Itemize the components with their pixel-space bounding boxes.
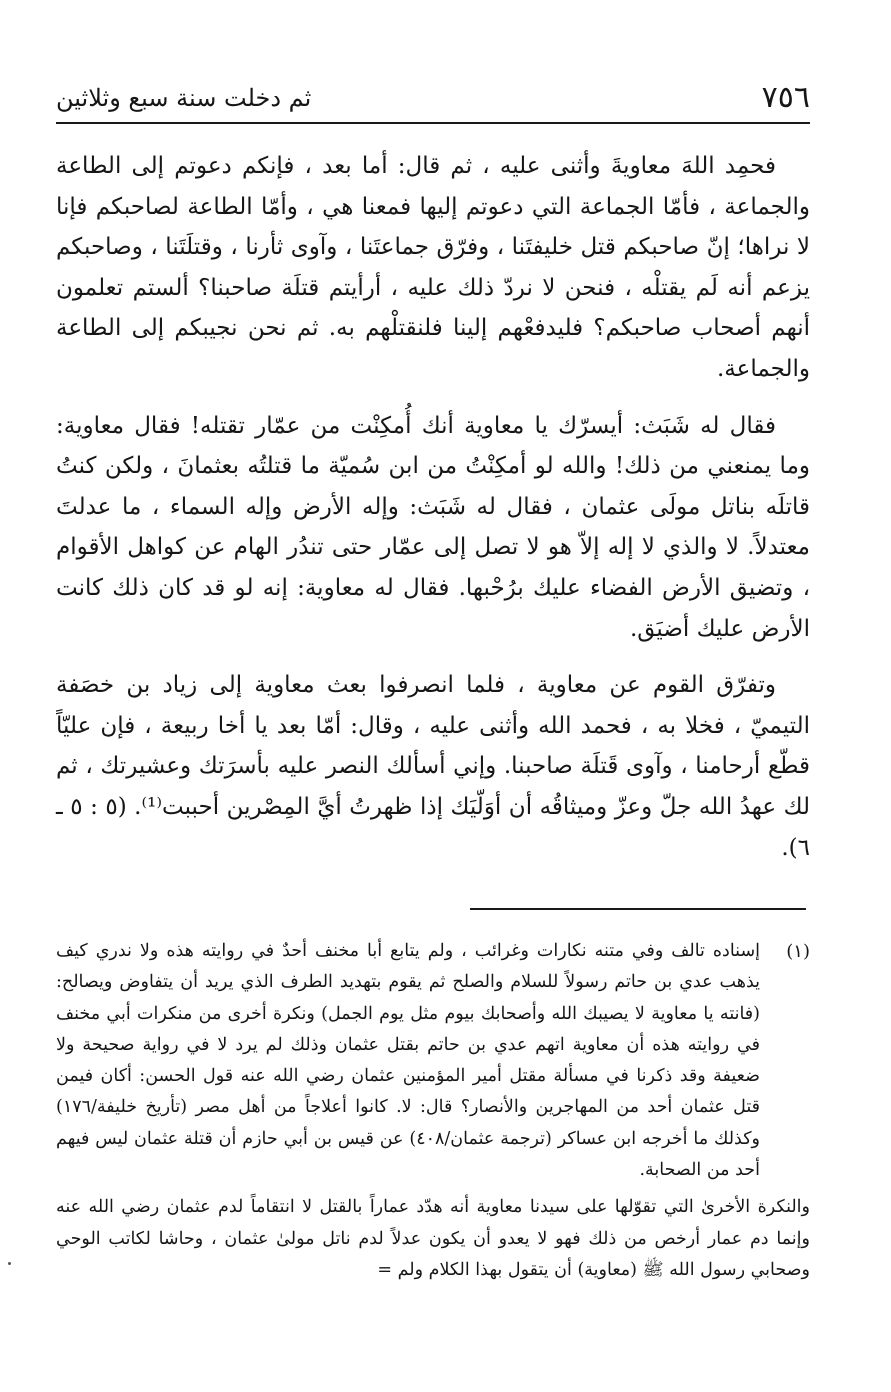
footnote-divider: [470, 908, 806, 910]
paragraph: فقال له شَبَث: أيسرّك يا معاوية أنك أُمكِنْت من عمّار تقتله! فقال معاوية: وما يمنعني من ذلك! والله لو أمكِنْتُ من ابن سُميّة ما قتلتُه بعثمانَ ، ولكن كنتُ قاتلَه بناتل مولَى عثمان ، فقال له شَبَث: وإله الأرض وإله السماء ، ما عدلتَ معتدلاً. لا والذي لا إله إلاّ هو لا تصل إلى عمّار حتى تندُر الهام عن كواهل الأقوام ، وتضيق الأرض الفضاء عليك برُحْبها. فقال له معاوية: إنه لو قد كان ذلك كانت الأرض عليك أضيَق.: [56, 412, 810, 642]
footnote-mark: (١): [786, 941, 810, 962]
margin-speck: [8, 1262, 11, 1265]
main-text: [56, 146, 810, 884]
footnotes: [56, 936, 810, 1286]
paragraph: فحمِد اللهَ معاويةَ وأثنى عليه ، ثم قال: أما بعد ، فإنكم دعوتم إلى الطاعة والجماعة ، فأمّا الجماعة التي دعوتم إليها فمعنا هي ، وأمّا الطاعة لصاحبكم فإنا لا نراها؛ إنّ صاحبكم قتل خليفتَنا ، وفرّق جماعتَنا ، وآوى ثأرنا ، وقتلَتَنا ، وصاحبكم يزعم أنه لَم يقتلْه ، فنحن لا نردّ ذلك عليه ، أرأيتم قتلَة صاحبنا؟ ألستم تعلمون أنهم أصحاب صاحبكم؟ فليدفعْهم إلينا فلنقتلْهم به. ثم نحن نجيبكم إلى الطاعة والجماعة.: [56, 153, 810, 382]
paragraph: وتفرّق القوم عن معاوية ، فلما انصرفوا بعث معاوية إلى زياد بن خصَفة التيميّ ، فخلا به ، فحمد الله وأثنى عليه ، وقال: أمّا بعد يا أخا ربيعة ، فإن عليّاً قطّع أرحامنا ، وآوى قَتلَة صاحبنا. وإني أسألك النصر عليه بأسرَتك وعشيرتك ، ثم لك عهدُ الله جلّ وعزّ وميثاقُه أن أوَلّيَك إذا ظهرتُ أيَّ المِصْرين أحببت⁽¹⁾. (٥ : ٥ ـ ٦).: [56, 672, 810, 861]
footnote-continuation: والنكرة الأخرىٰ التي تقوّلها على سيدنا معاوية أنه هدّد عماراً بالقتل لا انتقاماً لدم عثمان رضي الله عنه وإنما دم عمار أرخص من ذلك فهو لا يعدو أن يكون عدلاً لدم ناتل مولىٰ عثمان ، وحاشا لكاتب الوحي وصحابي رسول الله ﷺ (معاوية) أن يتقول بهذا الكلام ولم =: [56, 1197, 810, 1280]
running-head: ثم دخلت سنة سبع وثلاثين: [56, 84, 312, 112]
footnote-text: إسناده تالف وفي متنه نكارات وغرائب ، ولم يتابع أبا مخنف أحدٌ في روايته هذه ولا ندري كيف يذهب عدي بن حاتم رسولاً للسلام والصلح ثم يقوم بتهديد الطرف الذي يريد أن يتفاوض ويصالح: (فانته يا معاوية لا يصيبك الله وأصحابك بيوم مثل يوم الجمل) ونكرة أخرى من منكرات أبي مخنف في روايته هذه أن معاوية اتهم عدي بن حاتم بقتل عثمان وذلك لم يرد لا في رواية صحيحة ولا ضعيفة وقد ذكرنا في مسألة مقتل أمير المؤمنين عثمان رضي الله عنه قول الحسن: أكان فيمن قتل عثمان أحد من المهاجرين والأنصار؟ قال: لا. كانوا أعلاجاً من أهل مصر (تأريخ خليفة/١٧٦) وكذلك ما أخرجه ابن عساكر (ترجمة عثمان/٤٠٨) عن قيس بن أبي حازم أن قتلة عثمان ليس فيهم أحد من الصحابة.: [56, 941, 761, 1181]
page-number: ٧٥٦: [761, 80, 810, 115]
footnote: [56, 936, 810, 1186]
page-header: [56, 78, 810, 124]
